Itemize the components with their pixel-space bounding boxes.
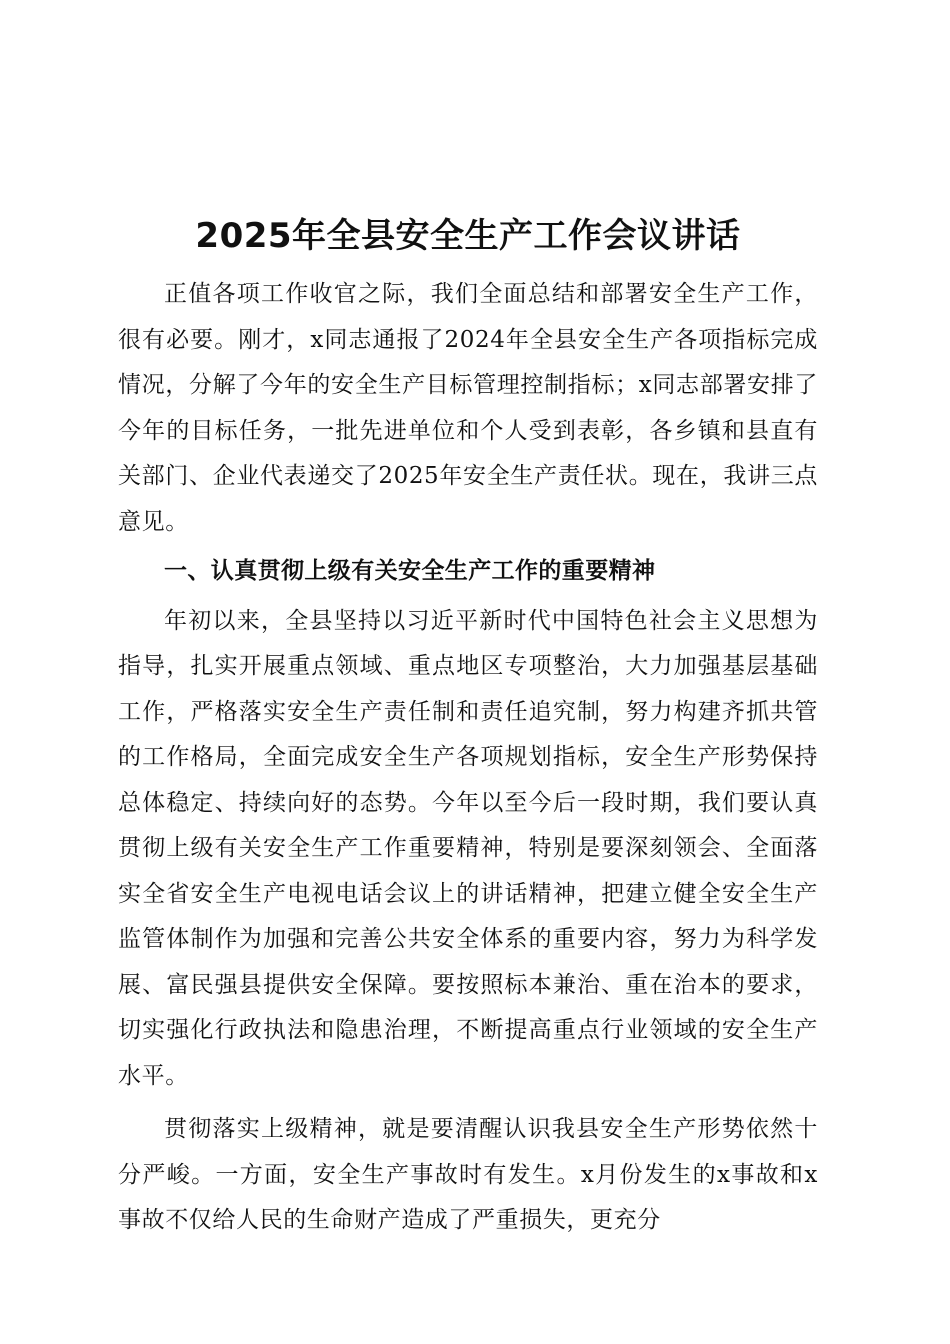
intro-paragraph: 正值各项工作收官之际，我们全面总结和部署安全生产工作，很有必要。刚才，x同志通报了2024年全县安全生产各项指标完成情况，分解了今年的安全生产目标管理控制指标；x同志部署安排了今年的目标任务，一批先进单位和个人受到表彰，各乡镇和县直有关部门、企业代表递交了2025年安全生产责任状。现在，我讲三点意见。	[118, 281, 818, 535]
section-1-paragraph-2: 贯彻落实上级精神，就是要清醒认识我县安全生产形势依然十分严峻。一方面，安全生产事故时有发生。x月份发生的x事故和x事故不仅给人民的生命财产造成了严重损失，更充分	[118, 1116, 818, 1233]
section-heading-1: 一、认真贯彻上级有关安全生产工作的重要精神	[164, 558, 656, 584]
document-title: 2025年全县安全生产工作会议讲话	[195, 216, 741, 256]
document-body	[118, 208, 818, 1244]
section-1-paragraph-1: 年初以来，全县坚持以习近平新时代中国特色社会主义思想为指导，扎实开展重点领域、重点地区专项整治，大力加强基层基础工作，严格落实安全生产责任制和责任追究制，努力构建齐抓共管的工作格局，全面完成安全生产各项规划指标，安全生产形势保持总体稳定、持续向好的态势。今年以至今后一段时期，我们要认真贯彻上级有关安全生产工作重要精神，特别是要深刻领会、全面落实全省安全生产电视电话会议上的讲话精神，把建立健全安全生产监管体制作为加强和完善公共安全体系的重要内容，努力为科学发展、富民强县提供安全保障。要按照标本兼治、重在治本的要求，切实强化行政执法和隐患治理，不断提高重点行业领域的安全生产水平。	[118, 607, 818, 1089]
